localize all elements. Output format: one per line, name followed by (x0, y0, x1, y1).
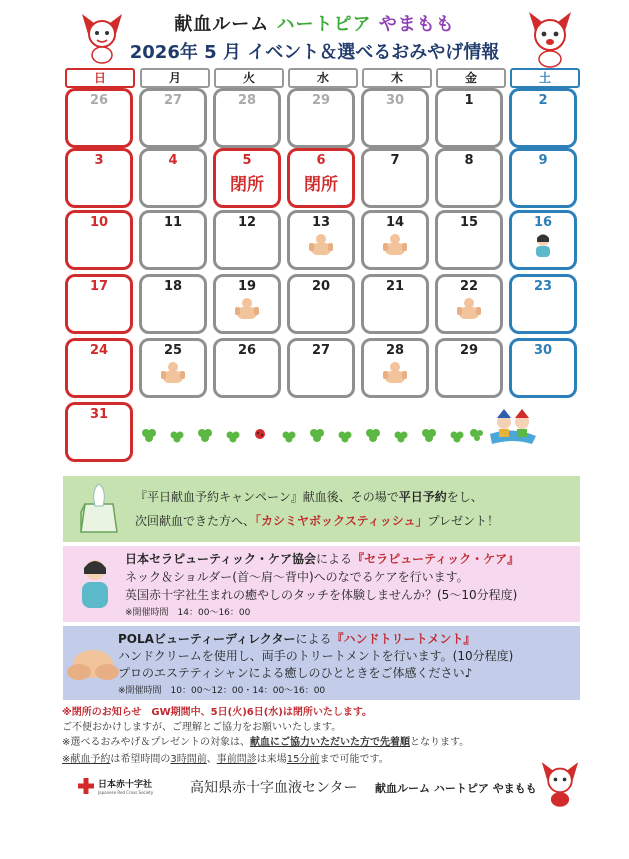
calendar-day: 18 (139, 274, 207, 334)
calendar-day: 10 (65, 210, 133, 270)
weekday-fri: 金 (436, 68, 506, 88)
hand-treatment-banner: POLAビューティーディレクターによる『ハンドトリートメント』 ハンドクリームを使用し、両手のトリートメントを行います。(10分程度) プロのエステティシャンによる癒しのひとときをご体感ください♪ ※開催時間 10：00～12：00・14：00～16：00 (63, 626, 580, 700)
calendar-day: 30 (361, 88, 429, 148)
clover-decoration (138, 425, 483, 445)
calendar-day: 14 (361, 210, 429, 270)
weekday-tue: 火 (214, 68, 284, 88)
weekday-mon: 月 (140, 68, 210, 88)
calendar-day: 26 (213, 338, 281, 398)
red-cross-icon (78, 778, 94, 794)
mascot-icon (80, 12, 124, 64)
massage-icon (456, 297, 482, 321)
calendar-day-closed: 5 閉所 (213, 148, 281, 208)
kids-carp-streamer-icon (488, 404, 538, 450)
calendar-day: 15 (435, 210, 503, 270)
page-subtitle: 2026年 5 月 イベント＆選べるおみやげ情報 (129, 42, 500, 63)
tissue-box-icon (77, 482, 121, 536)
calendar-day-closed: 6 閉所 (287, 148, 355, 208)
calendar-day: 28 (361, 338, 429, 398)
therapist-icon (75, 556, 115, 610)
note-apology: ご不便おかけしますが、ご理解とご協力をお願いいたします。 (62, 722, 342, 733)
massage-icon (160, 361, 186, 385)
calendar-day: 19 (213, 274, 281, 334)
mascot-icon (526, 10, 574, 68)
note-gift: ※選べるおみやげ＆プレゼントの対象は、献血にご協力いただいた方で先着順となります。 (62, 737, 470, 748)
calendar-day: 11 (139, 210, 207, 270)
calendar-day: 26 (65, 88, 133, 148)
calendar-day: 29 (435, 338, 503, 398)
therapeutic-care-banner: 日本セラピューティック・ケア協会による『セラピューティック・ケア』 ネック＆ショルダー(首～肩～背中)へのなでるケアを行います。 英国赤十字社生まれの癒やしのタッチを体験しませんか？(5～10分程度) ※開催時間 14：00～16：00 (63, 546, 580, 622)
calendar-day: 9 (509, 148, 577, 208)
calendar-day: 27 (139, 88, 207, 148)
calendar-day: 2 (509, 88, 577, 148)
calendar-day: 24 (65, 338, 133, 398)
calendar-day: 27 (287, 338, 355, 398)
weekday-sat: 土 (510, 68, 580, 88)
calendar-day: 13 (287, 210, 355, 270)
closure-notice: ※閉所のお知らせ GW期間中、5日(火)6日(水)は閉所いたします。 (62, 707, 373, 718)
calendar-day: 29 (287, 88, 355, 148)
weekday-wed: 水 (288, 68, 358, 88)
footer-room-name: 献血ルーム ハートピア やまもも (375, 782, 537, 795)
calendar-day: 12 (213, 210, 281, 270)
closed-label: 閉所 (304, 175, 338, 195)
weekday-thu: 木 (362, 68, 432, 88)
calendar-day: 17 (65, 274, 133, 334)
mascot-icon (540, 760, 580, 808)
calendar-day: 25 (139, 338, 207, 398)
calendar-day: 8 (435, 148, 503, 208)
jrc-logo: 日本赤十字社 Japanese Red Cross Society (78, 774, 160, 804)
calendar-day: 4 (139, 148, 207, 208)
massage-icon (382, 233, 408, 257)
calendar-day: 1 (435, 88, 503, 148)
calendar-day: 28 (213, 88, 281, 148)
campaign-banner: 『平日献血予約キャンペーン』献血後、その場で平日予約をし、 次回献血できた方へ、「カシミヤボックスティッシュ」プレゼント！ (63, 476, 580, 542)
calendar-day: 30 (509, 338, 577, 398)
closed-label: 閉所 (230, 175, 264, 195)
footer-center-name: 高知県赤十字血液センター (190, 780, 358, 796)
note-reservation: ※献血予約は希望時間の3時間前、事前問診は来場15分前まで可能です。 (62, 754, 389, 765)
calendar-day: 20 (287, 274, 355, 334)
massage-icon (234, 297, 260, 321)
massage-icon (65, 642, 121, 690)
calendar-day: 31 (65, 402, 133, 462)
calendar-day: 3 (65, 148, 133, 208)
massage-icon (382, 361, 408, 385)
calendar-day: 16 (509, 210, 577, 270)
calendar-day: 23 (509, 274, 577, 334)
page-title: 献血ルーム ハートピア やまもも (174, 14, 455, 35)
calendar-day: 21 (361, 274, 429, 334)
massage-icon (308, 233, 334, 257)
weekday-sun: 日 (65, 68, 135, 88)
calendar-day: 7 (361, 148, 429, 208)
therapist-icon (530, 233, 556, 257)
calendar-day: 22 (435, 274, 503, 334)
